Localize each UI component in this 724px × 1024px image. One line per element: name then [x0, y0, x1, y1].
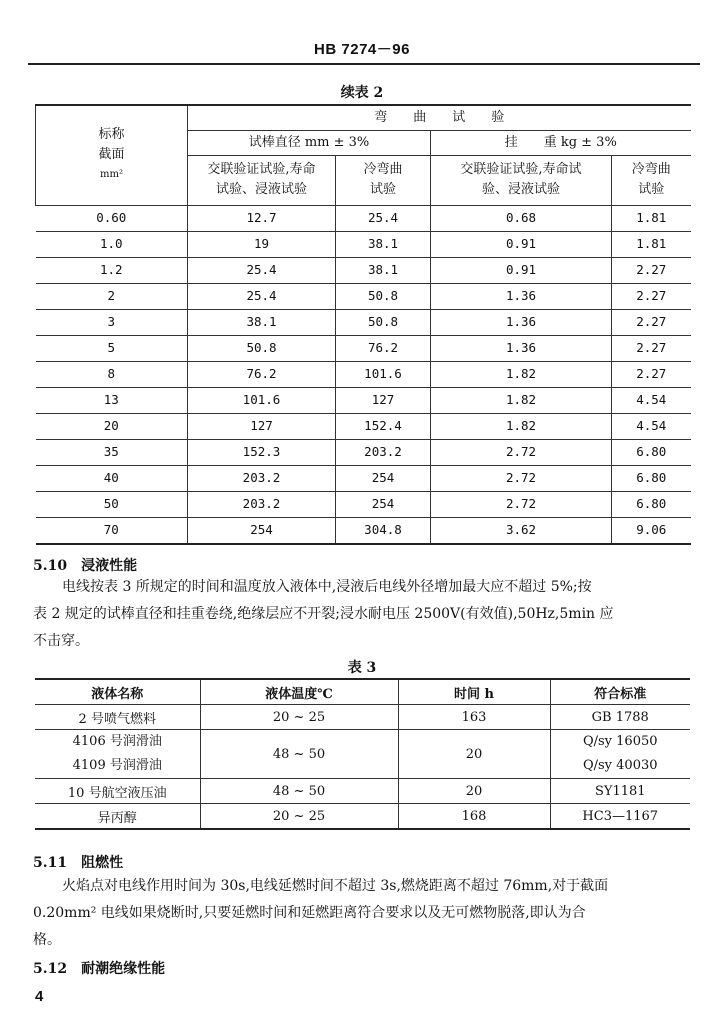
section-value: 40	[36, 465, 188, 491]
weight-cold-value: 6.80	[612, 439, 691, 465]
weight-life-value: 1.36	[431, 335, 612, 361]
page-number: 4	[35, 988, 44, 1005]
section-value: 20	[36, 413, 188, 439]
weight-life-value: 2.72	[431, 465, 612, 491]
diameter-cold-value: 38.1	[336, 231, 431, 257]
diameter-life-value: 50.8	[188, 335, 336, 361]
section-value: 1.2	[36, 257, 188, 283]
liquid-temp: 48 ~ 50	[200, 779, 398, 804]
table-row	[36, 439, 691, 465]
liquid-name-header: 液体名称	[35, 679, 200, 705]
weight-cold-value: 4.54	[612, 413, 691, 439]
diameter-life-value: 203.2	[188, 491, 336, 517]
section-5-11-heading: 5.11 阻燃性	[33, 855, 124, 871]
section-5-11-body: 火焰点对电线作用时间为 30s,电线延燃时间不超过 3s,燃烧距离不超过 76mm,对于截面 0.20mm² 电线如果烧断时,只要延燃时间和延燃距离符合要求以及无可燃物脱落,即认为合 格。	[33, 878, 609, 948]
diameter-life-test-header: 交联验证试验,寿命 试验、浸液试验	[188, 155, 336, 205]
time-value: 163	[398, 705, 550, 730]
diameter-life-value: 203.2	[188, 465, 336, 491]
weight-cold-value: 2.27	[612, 257, 691, 283]
diameter-cold-value: 50.8	[336, 283, 431, 309]
section-value: 50	[36, 491, 188, 517]
liquid-temp: 20 ~ 25	[200, 804, 398, 830]
weight-life-value: 1.82	[431, 387, 612, 413]
diameter-cold-value: 203.2	[336, 439, 431, 465]
diameter-life-value: 25.4	[188, 283, 336, 309]
weight-life-value: 3.62	[431, 517, 612, 544]
diameter-cold-value: 254	[336, 465, 431, 491]
standard-value: SY1181	[550, 779, 690, 804]
liquid-name: 10 号航空液压油	[35, 779, 200, 804]
col-section-header: 标称 截面 mm²	[36, 105, 188, 205]
diameter-cold-bend-header: 冷弯曲 试验	[336, 155, 431, 205]
table-row	[36, 413, 691, 439]
weight-cold-value: 2.27	[612, 335, 691, 361]
diameter-life-value: 152.3	[188, 439, 336, 465]
weight-cold-bend-header: 冷弯曲 试验	[612, 155, 691, 205]
rod-diameter-header: 试棒直径 mm ± 3%	[188, 130, 431, 155]
table-row	[35, 779, 690, 804]
table-row	[36, 465, 691, 491]
weight-life-value: 1.82	[431, 361, 612, 387]
standard-value: Q/sy 16050 Q/sy 40030	[550, 730, 690, 779]
table-row	[36, 491, 691, 517]
liquid-temp-header: 液体温度℃	[200, 679, 398, 705]
table-row	[36, 257, 691, 283]
section-value: 8	[36, 361, 188, 387]
weight-life-value: 1.82	[431, 413, 612, 439]
section-value: 70	[36, 517, 188, 544]
standard-header: 符合标准	[550, 679, 690, 705]
header-rule	[28, 63, 700, 65]
section-value: 0.60	[36, 205, 188, 231]
liquid-temp: 20 ~ 25	[200, 705, 398, 730]
liquid-name: 2 号喷气燃料	[35, 705, 200, 730]
table-row	[36, 231, 691, 257]
weight-cold-value: 2.27	[612, 309, 691, 335]
section-value: 13	[36, 387, 188, 413]
weight-cold-value: 6.80	[612, 465, 691, 491]
weight-cold-value: 9.06	[612, 517, 691, 544]
weight-life-value: 0.91	[431, 231, 612, 257]
diameter-life-value: 101.6	[188, 387, 336, 413]
standard-value: HC3—1167	[550, 804, 690, 830]
section-5-12-heading: 5.12 耐潮绝缘性能	[33, 961, 166, 977]
weight-life-value: 2.72	[431, 491, 612, 517]
diameter-life-value: 38.1	[188, 309, 336, 335]
liquid-name: 异丙醇	[35, 804, 200, 830]
weight-cold-value: 1.81	[612, 205, 691, 231]
weight-cold-value: 2.27	[612, 361, 691, 387]
time-value: 20	[398, 779, 550, 804]
weight-life-value: 0.91	[431, 257, 612, 283]
bending-test-group-header: 弯 曲 试 验	[188, 105, 691, 130]
document-code: HB 7274－96	[314, 41, 410, 58]
table-row	[36, 361, 691, 387]
section-value: 2	[36, 283, 188, 309]
diameter-cold-value: 254	[336, 491, 431, 517]
time-header: 时间 h	[398, 679, 550, 705]
liquid-name: 4106 号润滑油 4109 号润滑油	[35, 730, 200, 779]
table-row	[36, 205, 691, 231]
diameter-cold-value: 152.4	[336, 413, 431, 439]
diameter-life-value: 19	[188, 231, 336, 257]
section-5-10-heading: 5.10 浸液性能	[33, 558, 138, 574]
diameter-life-value: 12.7	[188, 205, 336, 231]
diameter-cold-value: 101.6	[336, 361, 431, 387]
immersion-liquid-table	[35, 678, 690, 830]
diameter-life-value: 127	[188, 413, 336, 439]
weight-life-value: 1.36	[431, 283, 612, 309]
time-value: 20	[398, 730, 550, 779]
standard-value: GB 1788	[550, 705, 690, 730]
section-value: 3	[36, 309, 188, 335]
diameter-cold-value: 50.8	[336, 309, 431, 335]
diameter-life-value: 254	[188, 517, 336, 544]
diameter-cold-value: 76.2	[336, 335, 431, 361]
time-value: 168	[398, 804, 550, 830]
table2-caption: 续表 2	[340, 85, 384, 101]
diameter-cold-value: 38.1	[336, 257, 431, 283]
table-row	[36, 517, 691, 544]
table-row	[36, 387, 691, 413]
diameter-life-value: 76.2	[188, 361, 336, 387]
table-row	[36, 283, 691, 309]
diameter-cold-value: 127	[336, 387, 431, 413]
weight-cold-value: 2.27	[612, 283, 691, 309]
liquid-temp: 48 ~ 50	[200, 730, 398, 779]
section-value: 1.0	[36, 231, 188, 257]
table-row	[35, 705, 690, 730]
diameter-cold-value: 25.4	[336, 205, 431, 231]
weight-cold-value: 6.80	[612, 491, 691, 517]
table3-caption: 表 3	[347, 660, 377, 676]
weight-life-test-header: 交联验证试验,寿命试 验、浸液试验	[431, 155, 612, 205]
hanging-weight-header: 挂 重 kg ± 3%	[431, 130, 691, 155]
table-row	[36, 309, 691, 335]
table-row	[35, 730, 690, 779]
weight-life-value: 1.36	[431, 309, 612, 335]
weight-life-value: 0.68	[431, 205, 612, 231]
table-row	[35, 804, 690, 830]
weight-life-value: 2.72	[431, 439, 612, 465]
bending-test-table	[35, 104, 691, 545]
section-value: 35	[36, 439, 188, 465]
diameter-life-value: 25.4	[188, 257, 336, 283]
table-row	[36, 335, 691, 361]
weight-cold-value: 1.81	[612, 231, 691, 257]
section-5-10-body: 电线按表 3 所规定的时间和温度放入液体中,浸液后电线外径增加最大应不超过 5%;按 表 2 规定的试棒直径和挂重卷绕,绝缘层应不开裂;浸水耐电压 2500V(有效值),50Hz,5min 应 不击穿。	[33, 579, 614, 649]
diameter-cold-value: 304.8	[336, 517, 431, 544]
section-value: 5	[36, 335, 188, 361]
weight-cold-value: 4.54	[612, 387, 691, 413]
